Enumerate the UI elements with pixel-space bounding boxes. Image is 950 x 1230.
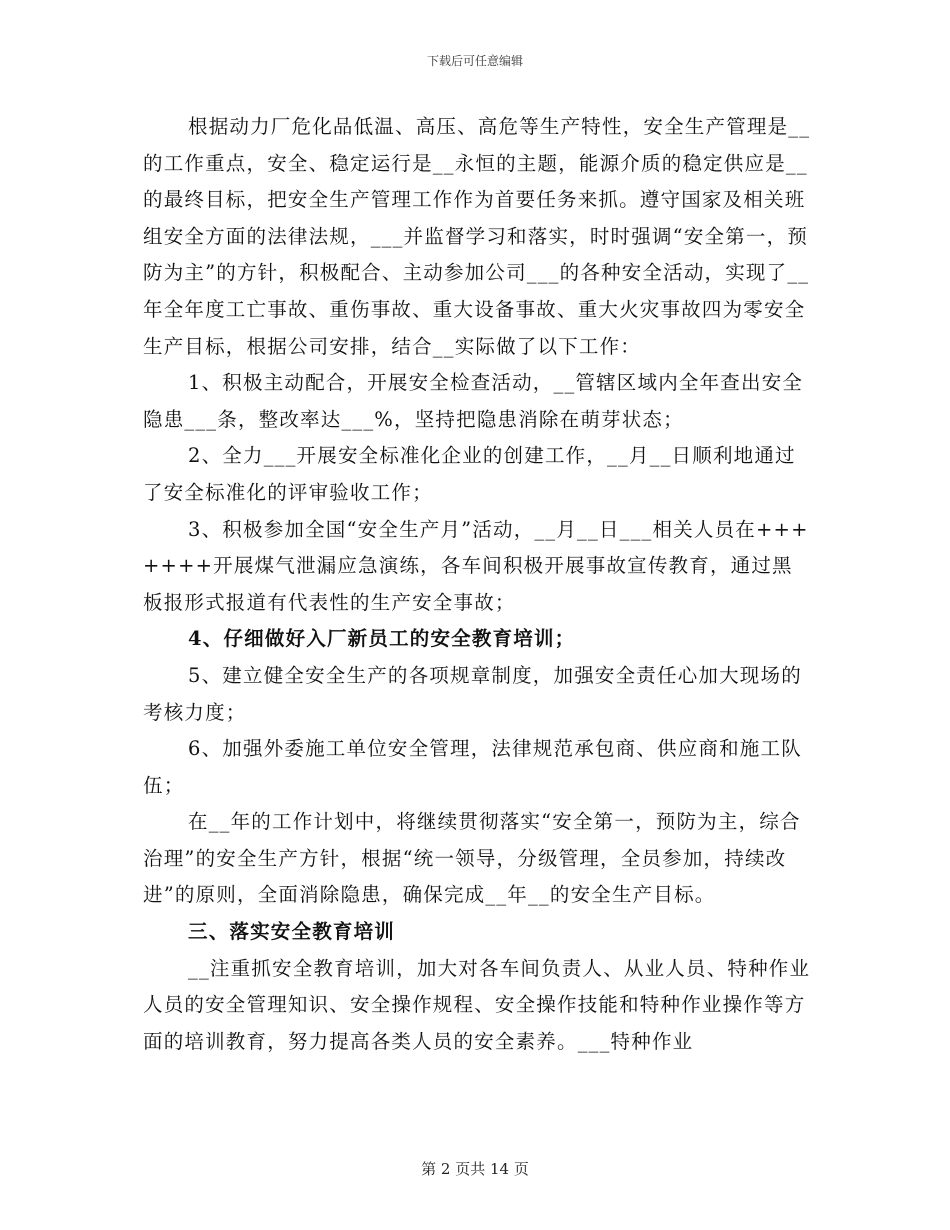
paragraph-item-6: 6、加强外委施工单位安全管理，法律规范承包商、供应商和施工队伍； (143, 737, 802, 797)
paragraph-item-4: 4、仔细做好入厂新员工的安全教育培训； (188, 627, 576, 651)
paragraph-plan: 在__年的工作计划中，将继续贯彻落实“安全第一，预防为主，综合治理”的安全生产方针，根据“统一领导，分级管理，全员参加，持续改进”的原则，全面消除隐患，确保完成__年__的安全生产目标。 (143, 810, 801, 907)
paragraph-item-3: 3、积极参加全国“安全生产月”活动，__月__日___相关人员在+++++++开展煤气泄漏应急演练，各车间积极开展事故宣传教育，通过黑板报形式报道有代表性的生产安全事故； (143, 517, 809, 614)
paragraph-item-1: 1、积极主动配合，开展安全检查活动，__管辖区域内全年查出安全隐患___条，整改率达___%，坚持把隐患消除在萌芽状态； (143, 371, 804, 431)
paragraph-item-2: 2、全力___开展安全标准化企业的创建工作，__月__日顺利地通过了安全标准化的评审验收工作； (143, 444, 796, 504)
paragraph-item-5: 5、建立健全安全生产的各项规章制度，加强安全责任心加大现场的考核力度； (143, 663, 802, 724)
paragraph-training: __注重抓安全教育培训，加大对各车间负责人、从业人员、特种作业人员的安全管理知识、安全操作规程、安全操作技能和特种作业操作等方面的培训教育，努力提高各类人员的安全素养。___特种作业 (143, 956, 811, 1053)
page-number: 第 2 页共 14 页 (421, 1160, 529, 1178)
paragraph-intro: 根据动力厂危化品低温、高压、高危等生产特性，安全生产管理是__的工作重点，安全、稳定运行是__永恒的主题，能源介质的稳定供应是__的最终目标，把安全生产管理工作作为首要任务来抓。遵守国家及相关班组安全方面的法律法规，___并监督学习和落实，时时强调“安全第一，预防为主”的方针，积极配合、主动参加公司___的各种安全活动，实现了__年全年度工亡事故、重伤事故、重大设备事故、重大火灾事故四为零安全生产目标，根据公司安排，结合__实际做了以下工作： (143, 115, 811, 358)
header-note: 下载后可任意编辑 (426, 54, 523, 68)
section-heading: 三、落实安全教育培训 (188, 920, 396, 944)
document-body (143, 109, 813, 1060)
